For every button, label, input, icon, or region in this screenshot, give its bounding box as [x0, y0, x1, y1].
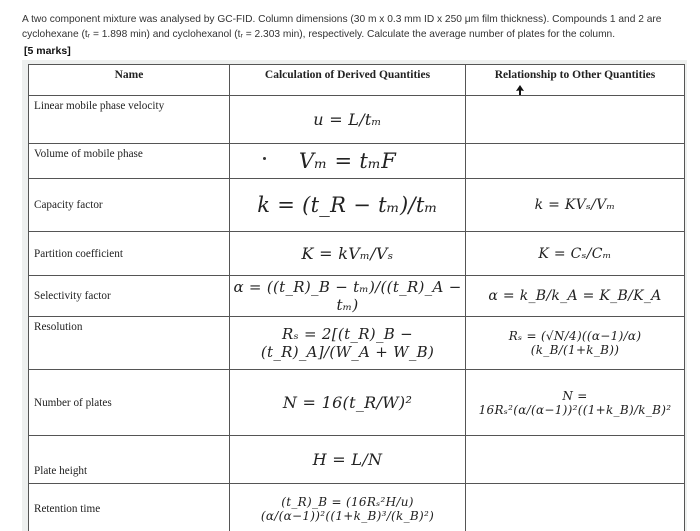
formula-mobile-phase-volume: Vₘ = tₘF — [230, 144, 466, 179]
formula-number-of-plates: N = 16(t_R/W)² — [230, 370, 466, 436]
row-name-selectivity-factor: Selectivity factor — [29, 276, 230, 317]
mouse-cursor-icon — [516, 85, 524, 95]
relation-partition-coefficient: K = Cₛ/Cₘ — [466, 232, 685, 276]
row-name-partition-coefficient: Partition coefficient — [29, 232, 230, 276]
question-text: A two component mixture was analysed by GC-FID. Column dimensions (30 m x 0.3 mm ID x 250 μm film thickness). Compounds 1 and 2 are cyclohexane (tᵣ = 1.898 min) and cyclohexanol (tᵣ = 2.303 min), respectively. Calculate the average number of plates for the column. — [22, 14, 662, 40]
row-name-capacity-factor: Capacity factor — [29, 179, 230, 232]
table-row — [29, 484, 685, 531]
formula-selectivity-factor: α = ((t_R)_B − tₘ)/((t_R)_A − tₘ) — [230, 276, 466, 317]
table-row — [29, 232, 685, 276]
formula-capacity-factor: k = (t_R − tₘ)/tₘ — [230, 179, 466, 232]
stray-dot — [263, 157, 266, 160]
relation-resolution: Rₛ = (√N/4)((α−1)/α)(k_B/(1+k_B)) — [466, 317, 685, 370]
table-row — [29, 276, 685, 317]
relation-mobile-phase-volume — [466, 144, 685, 179]
relation-plate-height — [466, 436, 685, 484]
formula-partition-coefficient: K = kVₘ/Vₛ — [230, 232, 466, 276]
table-row — [29, 317, 685, 370]
marks-label: [5 marks] — [24, 45, 71, 57]
row-name-number-of-plates: Number of plates — [29, 370, 230, 436]
table-row — [29, 436, 685, 484]
table-row — [29, 144, 685, 179]
header-calculation: Calculation of Derived Quantities — [230, 65, 466, 96]
row-name-retention-time: Retention time — [29, 484, 230, 531]
formula-resolution: Rₛ = 2[(t_R)_B − (t_R)_A]/(W_A + W_B) — [230, 317, 466, 370]
row-name-mobile-phase-volume: Volume of mobile phase — [29, 144, 230, 179]
relation-linear-velocity — [466, 96, 685, 144]
row-name-linear-velocity: Linear mobile phase velocity — [29, 96, 230, 144]
row-name-resolution: Resolution — [29, 317, 230, 370]
relation-number-of-plates: N = 16Rₛ²(α/(α−1))²((1+k_B)/k_B)² — [466, 370, 685, 436]
header-name: Name — [29, 65, 230, 96]
table-row — [29, 370, 685, 436]
table-row — [29, 96, 685, 144]
header-relationship: Relationship to Other Quantities — [466, 65, 685, 96]
relation-selectivity-factor: α = k_B/k_A = K_B/K_A — [466, 276, 685, 317]
chromatography-equations-table — [28, 64, 685, 531]
formula-linear-velocity: u = L/tₘ — [230, 96, 466, 144]
row-name-plate-height: Plate height — [29, 436, 230, 484]
formula-plate-height: H = L/N — [230, 436, 466, 484]
table-header-row — [29, 65, 685, 96]
formula-retention-time: (t_R)_B = (16Rₛ²H/u)(α/(α−1))²((1+k_B)³/(k_B)²) — [230, 484, 466, 531]
relation-retention-time — [466, 484, 685, 531]
relation-capacity-factor: k = KVₛ/Vₘ — [466, 179, 685, 232]
table-row — [29, 179, 685, 232]
